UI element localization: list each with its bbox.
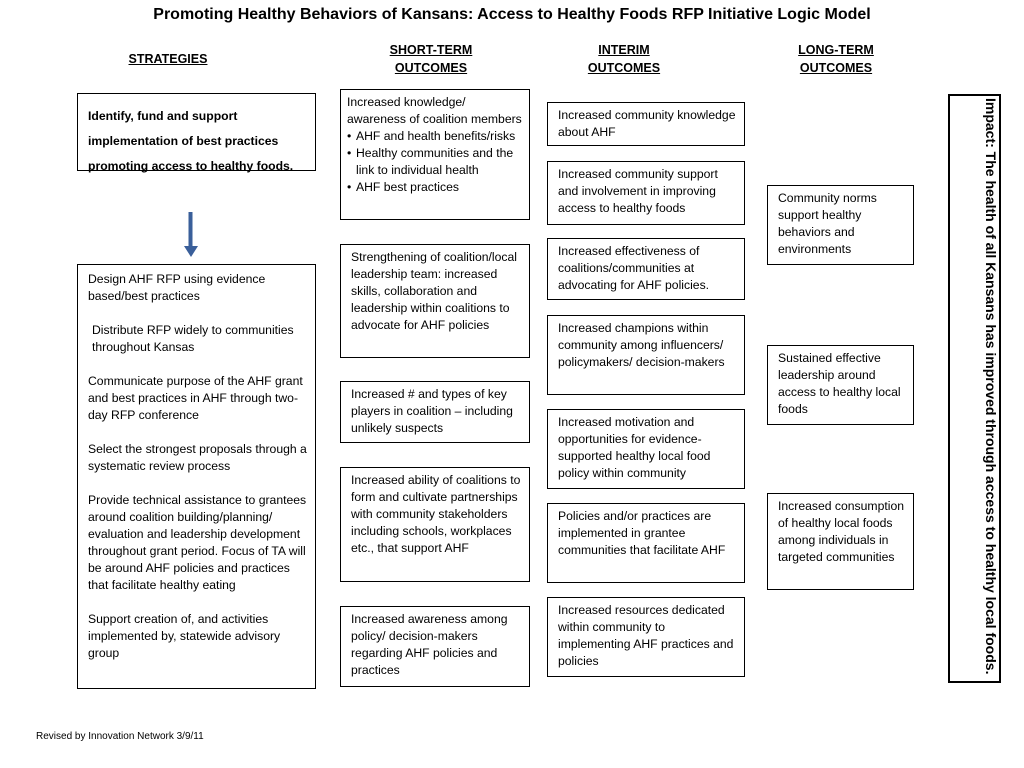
strategy-item: Communicate purpose of the AHF grant and best practices in AHF through two-day RFP conference — [88, 374, 303, 422]
strategy-goal-text: Identify, fund and support implementation of best practices promoting access to healthy foods. — [88, 109, 294, 173]
strategies-header: STRATEGIES — [128, 52, 208, 66]
long-term-box-1 — [767, 185, 914, 265]
short-term-box-4 — [340, 467, 530, 582]
short-term-box-1 — [340, 89, 530, 220]
long-term-box-1-text: Community norms support healthy behaviors and environments — [778, 191, 877, 256]
short-term-box-4-text: Increased ability of coalitions to form and cultivate partnerships with community stakeholders including schools, workplaces etc., that support AHF — [351, 473, 521, 555]
short-term-box-5 — [340, 606, 530, 687]
page-title: Promoting Healthy Behaviors of Kansans: Access to Healthy Foods RFP Initiative Logic Model — [153, 6, 871, 23]
interim-header-line1: INTERIM — [598, 43, 650, 57]
interim-box-2 — [547, 161, 745, 225]
bullet-item: • AHF and health benefits/risks — [347, 128, 523, 145]
strategy-goal-box — [77, 93, 316, 171]
long-term-header-line2: OUTCOMES — [799, 61, 873, 75]
interim-box-6 — [547, 503, 745, 583]
interim-box-3-text: Increased effectiveness of coalitions/communities at advocating for AHF policies. — [558, 244, 710, 292]
short-term-box-2 — [340, 244, 530, 358]
interim-box-2-text: Increased community support and involvement in improving access to healthy foods — [558, 167, 718, 215]
interim-header — [565, 41, 683, 77]
long-term-header-line1: LONG-TERM — [798, 43, 874, 57]
interim-box-7 — [547, 597, 745, 677]
strategy-item: Distribute RFP widely to communities throughout Kansas — [92, 323, 294, 354]
interim-box-3 — [547, 238, 745, 300]
long-term-box-2-text: Sustained effective leadership around access to healthy local foods — [778, 351, 901, 416]
impact-text: Impact: The health of all Kansans has improved through access to healthy local foods. — [983, 98, 999, 675]
impact-box — [948, 94, 1001, 683]
short-term-box-3-text: Increased # and types of key players in coalition – including unlikely suspects — [351, 387, 513, 435]
long-term-box-3-text: Increased consumption of healthy local foods among individuals in targeted communities — [778, 499, 905, 564]
short-term-box-1-intro: Increased knowledge/ awareness of coalition members — [347, 95, 522, 126]
bullet-item: • Healthy communities and the link to individual health — [347, 145, 523, 179]
revision-note: Revised by Innovation Network 3/9/11 — [36, 731, 204, 742]
short-term-header-line1: SHORT-TERM — [389, 43, 473, 57]
short-term-box-3 — [340, 381, 530, 443]
interim-box-5-text: Increased motivation and opportunities for evidence-supported healthy local food policy within community — [558, 415, 711, 480]
strategies-box — [77, 264, 316, 689]
interim-box-5 — [547, 409, 745, 489]
strategy-item: Provide technical assistance to grantees around coalition building/planning/ evaluation and leadership development throughout grant period. Focus of TA will be around AHF policies and practices that facilitate healthy eating — [88, 493, 307, 592]
short-term-header-line2: OUTCOMES — [394, 61, 468, 75]
bullet-item: • AHF best practices — [347, 179, 523, 196]
short-term-box-5-text: Increased awareness among policy/ decision-makers regarding AHF policies and practices — [351, 612, 508, 677]
short-term-header — [372, 41, 490, 77]
interim-box-7-text: Increased resources dedicated within community to implementing AHF practices and policies — [558, 603, 734, 668]
short-term-box-2-text: Strengthening of coalition/local leadership team: increased skills, collaboration and leadership within coalitions to advocate for AHF policies — [351, 250, 517, 332]
interim-box-1-text: Increased community knowledge about AHF — [558, 108, 736, 139]
strategy-item: Design AHF RFP using evidence based/best practices — [88, 272, 266, 303]
short-term-box-1-list — [347, 128, 523, 196]
interim-box-1 — [547, 102, 745, 146]
long-term-header — [777, 41, 895, 77]
strategy-item: Select the strongest proposals through a systematic review process — [88, 442, 307, 473]
down-arrow-icon — [183, 212, 199, 258]
interim-box-4 — [547, 315, 745, 395]
long-term-box-2 — [767, 345, 914, 425]
strategy-item: Support creation of, and activities implemented by, statewide advisory group — [88, 612, 281, 660]
long-term-box-3 — [767, 493, 914, 590]
interim-box-4-text: Increased champions within community among influencers/ policymakers/ decision-makers — [558, 321, 725, 369]
interim-box-6-text: Policies and/or practices are implemented in grantee communities that facilitate AHF — [558, 509, 726, 557]
interim-header-line2: OUTCOMES — [587, 61, 661, 75]
